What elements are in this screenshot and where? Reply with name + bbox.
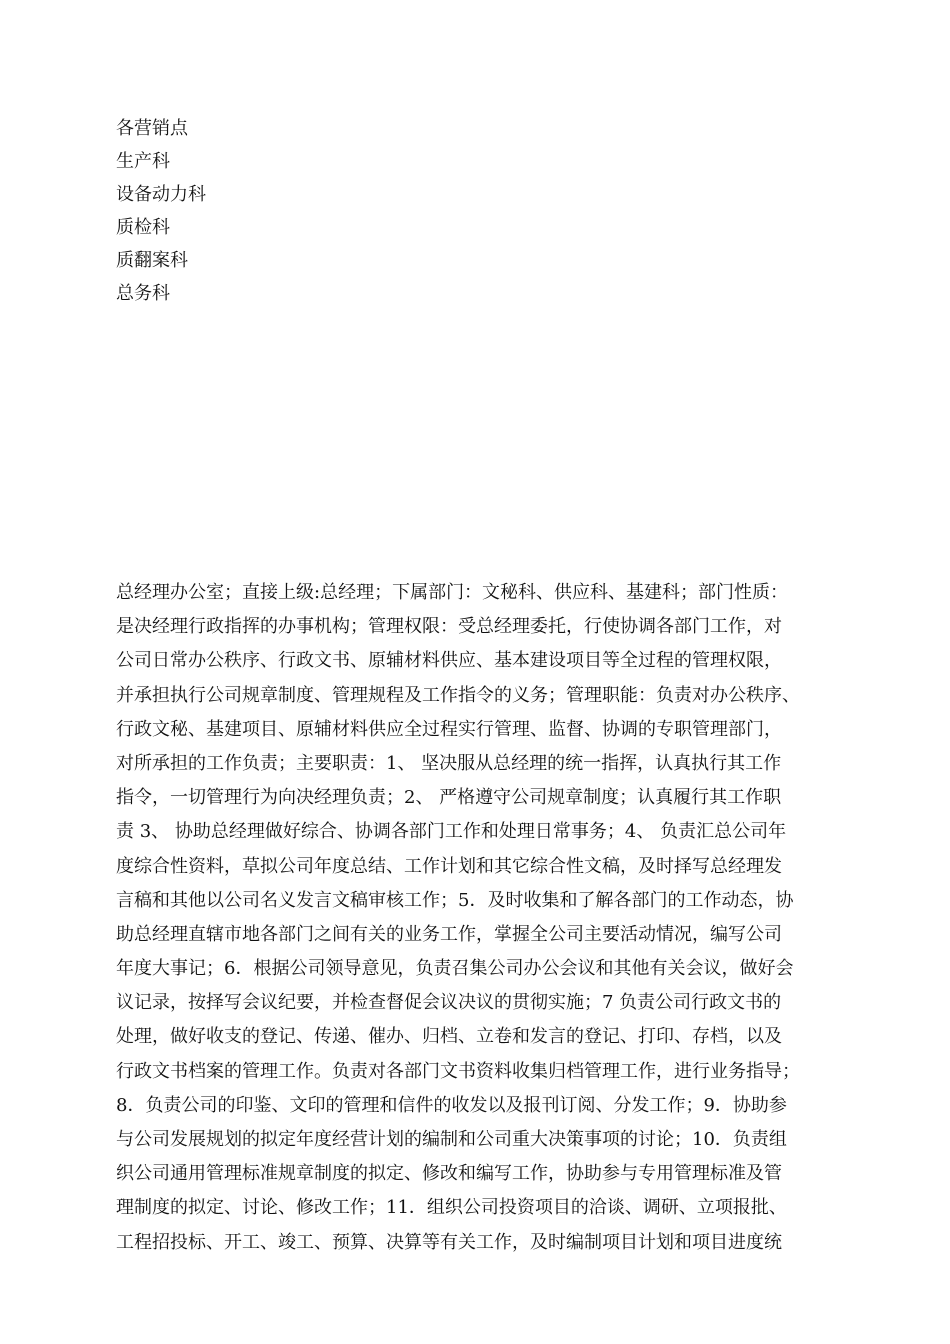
paragraph-line: 年度大事记；6．根据公司领导意见，负责召集公司办公会议和其他有关会议，做好会 — [116, 958, 794, 980]
department-item: 各营销点 — [116, 118, 188, 139]
paragraph-line: 助总经理直辖市地各部门之间有关的业务工作，掌握全公司主要活动情况，编写公司 — [116, 923, 782, 945]
paragraph-line: 言稿和其他以公司名义发言文稿审核工作；5．及时收集和了解各部门的工作动态，协 — [116, 889, 794, 911]
paragraph-line: 总经理办公室；直接上级:总经理；下属部门：文秘科、供应科、基建科；部门性质： — [116, 582, 789, 603]
department-list — [116, 112, 206, 310]
department-item: 总务科 — [116, 283, 170, 304]
paragraph-line: 与公司发展规划的拟定年度经营计划的编制和公司重大决策事项的讨论；10．负责组 — [116, 1129, 787, 1150]
paragraph-line: 度综合性资料，草拟公司年度总结、工作计划和其它综合性文稿，及时择写总经理发 — [116, 855, 782, 877]
paragraph-line: 8．负责公司的印鉴、文印的管理和信件的收发以及报刊订阅、分发工作；9．协助参 — [116, 1094, 787, 1116]
paragraph-line: 是决经理行政指挥的办事机构；管理权限：受总经理委托，行使协调各部门工作，对 — [116, 616, 782, 638]
paragraph-line: 工程招投标、开工、竣工、预算、决算等有关工作，及时编制项目计划和项目进度统 — [116, 1231, 782, 1253]
paragraph-line: 并承担执行公司规章制度、管理规程及工作指令的义务；管理职能：负责对办公秩序、 — [116, 684, 800, 706]
paragraph-line: 责 3、 协助总经理做好综合、协调各部门工作和处理日常事务；4、 负责汇总公司年 — [116, 821, 787, 843]
department-item: 设备动力科 — [116, 184, 206, 205]
paragraph-line: 对所承担的工作负责；主要职责：1、 坚决服从总经理的统一指挥，认真执行其工作 — [116, 752, 782, 774]
paragraph-line: 指令，一切管理行为向决经理负责；2、 严格遵守公司规章制度；认真履行其工作职 — [116, 787, 782, 809]
department-item: 生产科 — [116, 151, 170, 172]
paragraph-line: 理制度的拟定、讨论、修改工作；11．组织公司投资项目的洽谈、调研、立项报批、 — [116, 1197, 787, 1219]
paragraph-line: 处理，做好收支的登记、传递、催办、归档、立卷和发言的登记、打印、存档，以及 — [116, 1026, 782, 1048]
paragraph-line: 行政文书档案的管理工作。负责对各部门文书资料收集归档管理工作，进行业务指导； — [116, 1060, 800, 1082]
paragraph-line: 公司日常办公秩序、行政文书、原辅材料供应、基本建设项目等全过程的管理权限， — [116, 650, 782, 672]
department-item: 质翻案科 — [116, 250, 188, 271]
paragraph-line: 行政文秘、基建项目、原辅材料供应全过程实行管理、监督、协调的专职管理部门， — [116, 718, 782, 740]
department-item: 质检科 — [116, 217, 170, 238]
paragraph-line: 织公司通用管理标准规章制度的拟定、修改和编写工作，协助参与专用管理标准及管 — [116, 1163, 782, 1185]
paragraph-line: 议记录，按择写会议纪要，并检查督促会议决议的贯彻实施；7 负责公司行政文书的 — [116, 992, 782, 1014]
office-description-paragraph — [116, 576, 846, 1260]
